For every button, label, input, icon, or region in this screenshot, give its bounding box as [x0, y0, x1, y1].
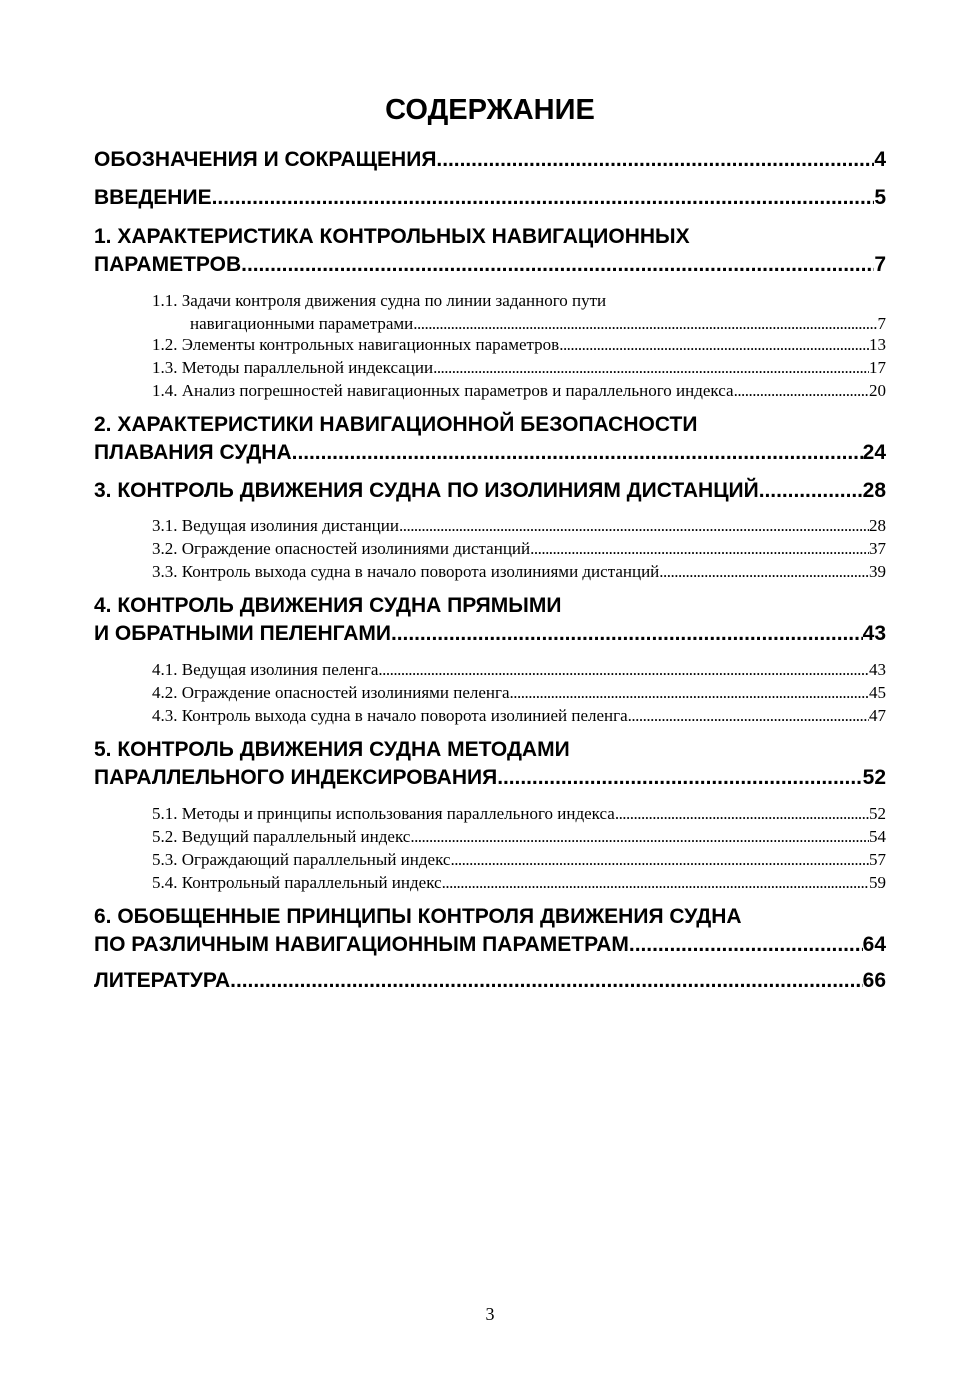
toc-entry-title: 5.4. Контрольный параллельный индекс: [152, 873, 442, 892]
toc-entry-section-4-3[interactable]: [152, 704, 886, 727]
toc-entry-title: 1. ХАРАКТЕРИСТИКА КОНТРОЛЬНЫХ НАВИГАЦИОННЫХ: [94, 225, 690, 248]
toc-entry-page: 13: [869, 335, 886, 354]
toc-entry-title-cont: И ОБРАТНЫМИ ПЕЛЕНГАМИ: [94, 622, 391, 645]
toc-entry-page: 45: [869, 683, 886, 702]
toc-entry-title: 3.3. Контроль выхода судна в начало поворота изолиниями дистанций: [152, 562, 660, 581]
toc-entry-section-4-2[interactable]: [152, 681, 886, 704]
toc-entry-title: 4.1. Ведущая изолиния пеленга: [152, 660, 379, 679]
toc-entry-title-cont: ПАРАЛЛЕЛЬНОГО ИНДЕКСИРОВАНИЯ: [94, 766, 498, 789]
toc-entry-page: 64: [862, 933, 886, 956]
toc-entry-section-4-1[interactable]: [152, 658, 886, 681]
toc-entry-page: 66: [862, 969, 886, 992]
toc-entry-title: 5.1. Методы и принципы использования параллельного индекса: [152, 804, 615, 823]
toc-entry-title: 3.1. Ведущая изолиния дистанции: [152, 516, 399, 535]
toc-entry-page: 28: [862, 479, 886, 502]
toc-entry-title: 1.2. Элементы контрольных навигационных параметров: [152, 335, 560, 354]
toc-entry-title: 1.1. Задачи контроля движения судна по линии заданного пути: [152, 291, 607, 310]
toc-entry-section-3-3[interactable]: [152, 560, 886, 583]
toc-entry-page: 7: [874, 253, 886, 276]
toc-entry-title: 3. КОНТРОЛЬ ДВИЖЕНИЯ СУДНА ПО ИЗОЛИНИЯМ ДИСТАНЦИЙ: [94, 479, 759, 502]
toc-entry-section-3-2[interactable]: [152, 537, 886, 560]
toc-entry-chapter-4[interactable]: [94, 592, 886, 648]
toc-entry-page: 59: [869, 873, 886, 892]
toc-entry-title: 5. КОНТРОЛЬ ДВИЖЕНИЯ СУДНА МЕТОДАМИ: [94, 738, 570, 761]
toc-entry-chapter-5[interactable]: [94, 736, 886, 792]
toc-entry-title: 6. ОБОБЩЕННЫЕ ПРИНЦИПЫ КОНТРОЛЯ ДВИЖЕНИЯ СУДНА: [94, 905, 742, 928]
toc-entry-section-5-2[interactable]: [152, 825, 886, 848]
toc-entry-title-cont: навигационными параметрами: [190, 314, 414, 333]
toc-entry-chapter-3[interactable]: [94, 477, 886, 505]
toc-entry-title: 3.2. Ограждение опасностей изолиниями дистанций: [152, 539, 531, 558]
toc-entry-page: 57: [869, 850, 886, 869]
toc-entry-title: ВВЕДЕНИЕ: [94, 186, 212, 209]
page-number: 3: [485, 1304, 495, 1324]
toc-entry-title-cont: ПАРАМЕТРОВ: [94, 253, 242, 276]
toc-entry-chapter-1[interactable]: [94, 223, 886, 279]
toc-entry-section-1-2[interactable]: [152, 333, 886, 356]
toc-entry-section-3-1[interactable]: [152, 514, 886, 537]
toc-entry-title: 5.2. Ведущий параллельный индекс: [152, 827, 411, 846]
toc-entry-literature[interactable]: [94, 967, 886, 995]
page-title: СОДЕРЖАНИЕ: [385, 94, 595, 126]
toc-entry-section-1-4[interactable]: [152, 379, 886, 402]
toc-entry-introduction[interactable]: [94, 184, 886, 212]
toc-entry-title: 5.3. Ограждающий параллельный индекс: [152, 850, 451, 869]
toc-entry-title: 4.2. Ограждение опасностей изолиниями пеленга: [152, 683, 510, 702]
toc-entry-title: ЛИТЕРАТУРА: [94, 969, 231, 992]
toc-entry-page: 52: [869, 804, 886, 823]
toc-entry-page: 52: [862, 766, 886, 789]
toc-entry-page: 43: [869, 660, 886, 679]
toc-entry-title: 4.3. Контроль выхода судна в начало поворота изолинией пеленга: [152, 706, 628, 725]
toc-entry-title-cont: ПЛАВАНИЯ СУДНА: [94, 441, 292, 464]
toc-entry-section-5-3[interactable]: [152, 848, 886, 871]
toc-entry-page: 54: [869, 827, 886, 846]
toc-entry-chapter-6[interactable]: [94, 903, 886, 959]
toc-entry-title: 4. КОНТРОЛЬ ДВИЖЕНИЯ СУДНА ПРЯМЫМИ: [94, 594, 562, 617]
toc-entry-title: 1.4. Анализ погрешностей навигационных параметров и параллельного индекса: [152, 381, 734, 400]
toc-entry-page: 5: [874, 186, 886, 209]
toc-entry-section-1-1[interactable]: [152, 289, 886, 335]
toc-entry-page: 43: [862, 622, 886, 645]
toc-entry-title-cont: ПО РАЗЛИЧНЫМ НАВИГАЦИОННЫМ ПАРАМЕТРАМ: [94, 933, 629, 956]
toc-entry-title: 1.3. Методы параллельной индексации: [152, 358, 434, 377]
toc-entry-page: 37: [869, 539, 886, 558]
toc-entry-section-1-3[interactable]: [152, 356, 886, 379]
toc-entry-title: ОБОЗНАЧЕНИЯ И СОКРАЩЕНИЯ: [94, 148, 437, 171]
toc-entry-notations[interactable]: [94, 146, 886, 174]
toc-entry-page: 4: [874, 148, 886, 171]
toc-entry-page: 28: [869, 516, 886, 535]
toc-entry-section-5-4[interactable]: [152, 871, 886, 894]
toc-entry-page: 24: [862, 441, 886, 464]
toc-entry-chapter-2[interactable]: [94, 411, 886, 467]
toc-entry-page: 39: [869, 562, 886, 581]
toc-entry-page: 17: [869, 358, 886, 377]
toc-entry-page: 20: [869, 381, 886, 400]
toc-entry-page: 7: [877, 314, 886, 333]
toc-entry-section-5-1[interactable]: [152, 802, 886, 825]
table-of-contents: [94, 0, 886, 1000]
toc-entry-title: 2. ХАРАКТЕРИСТИКИ НАВИГАЦИОННОЙ БЕЗОПАСНОСТИ: [94, 413, 698, 436]
toc-entry-page: 47: [869, 706, 886, 725]
